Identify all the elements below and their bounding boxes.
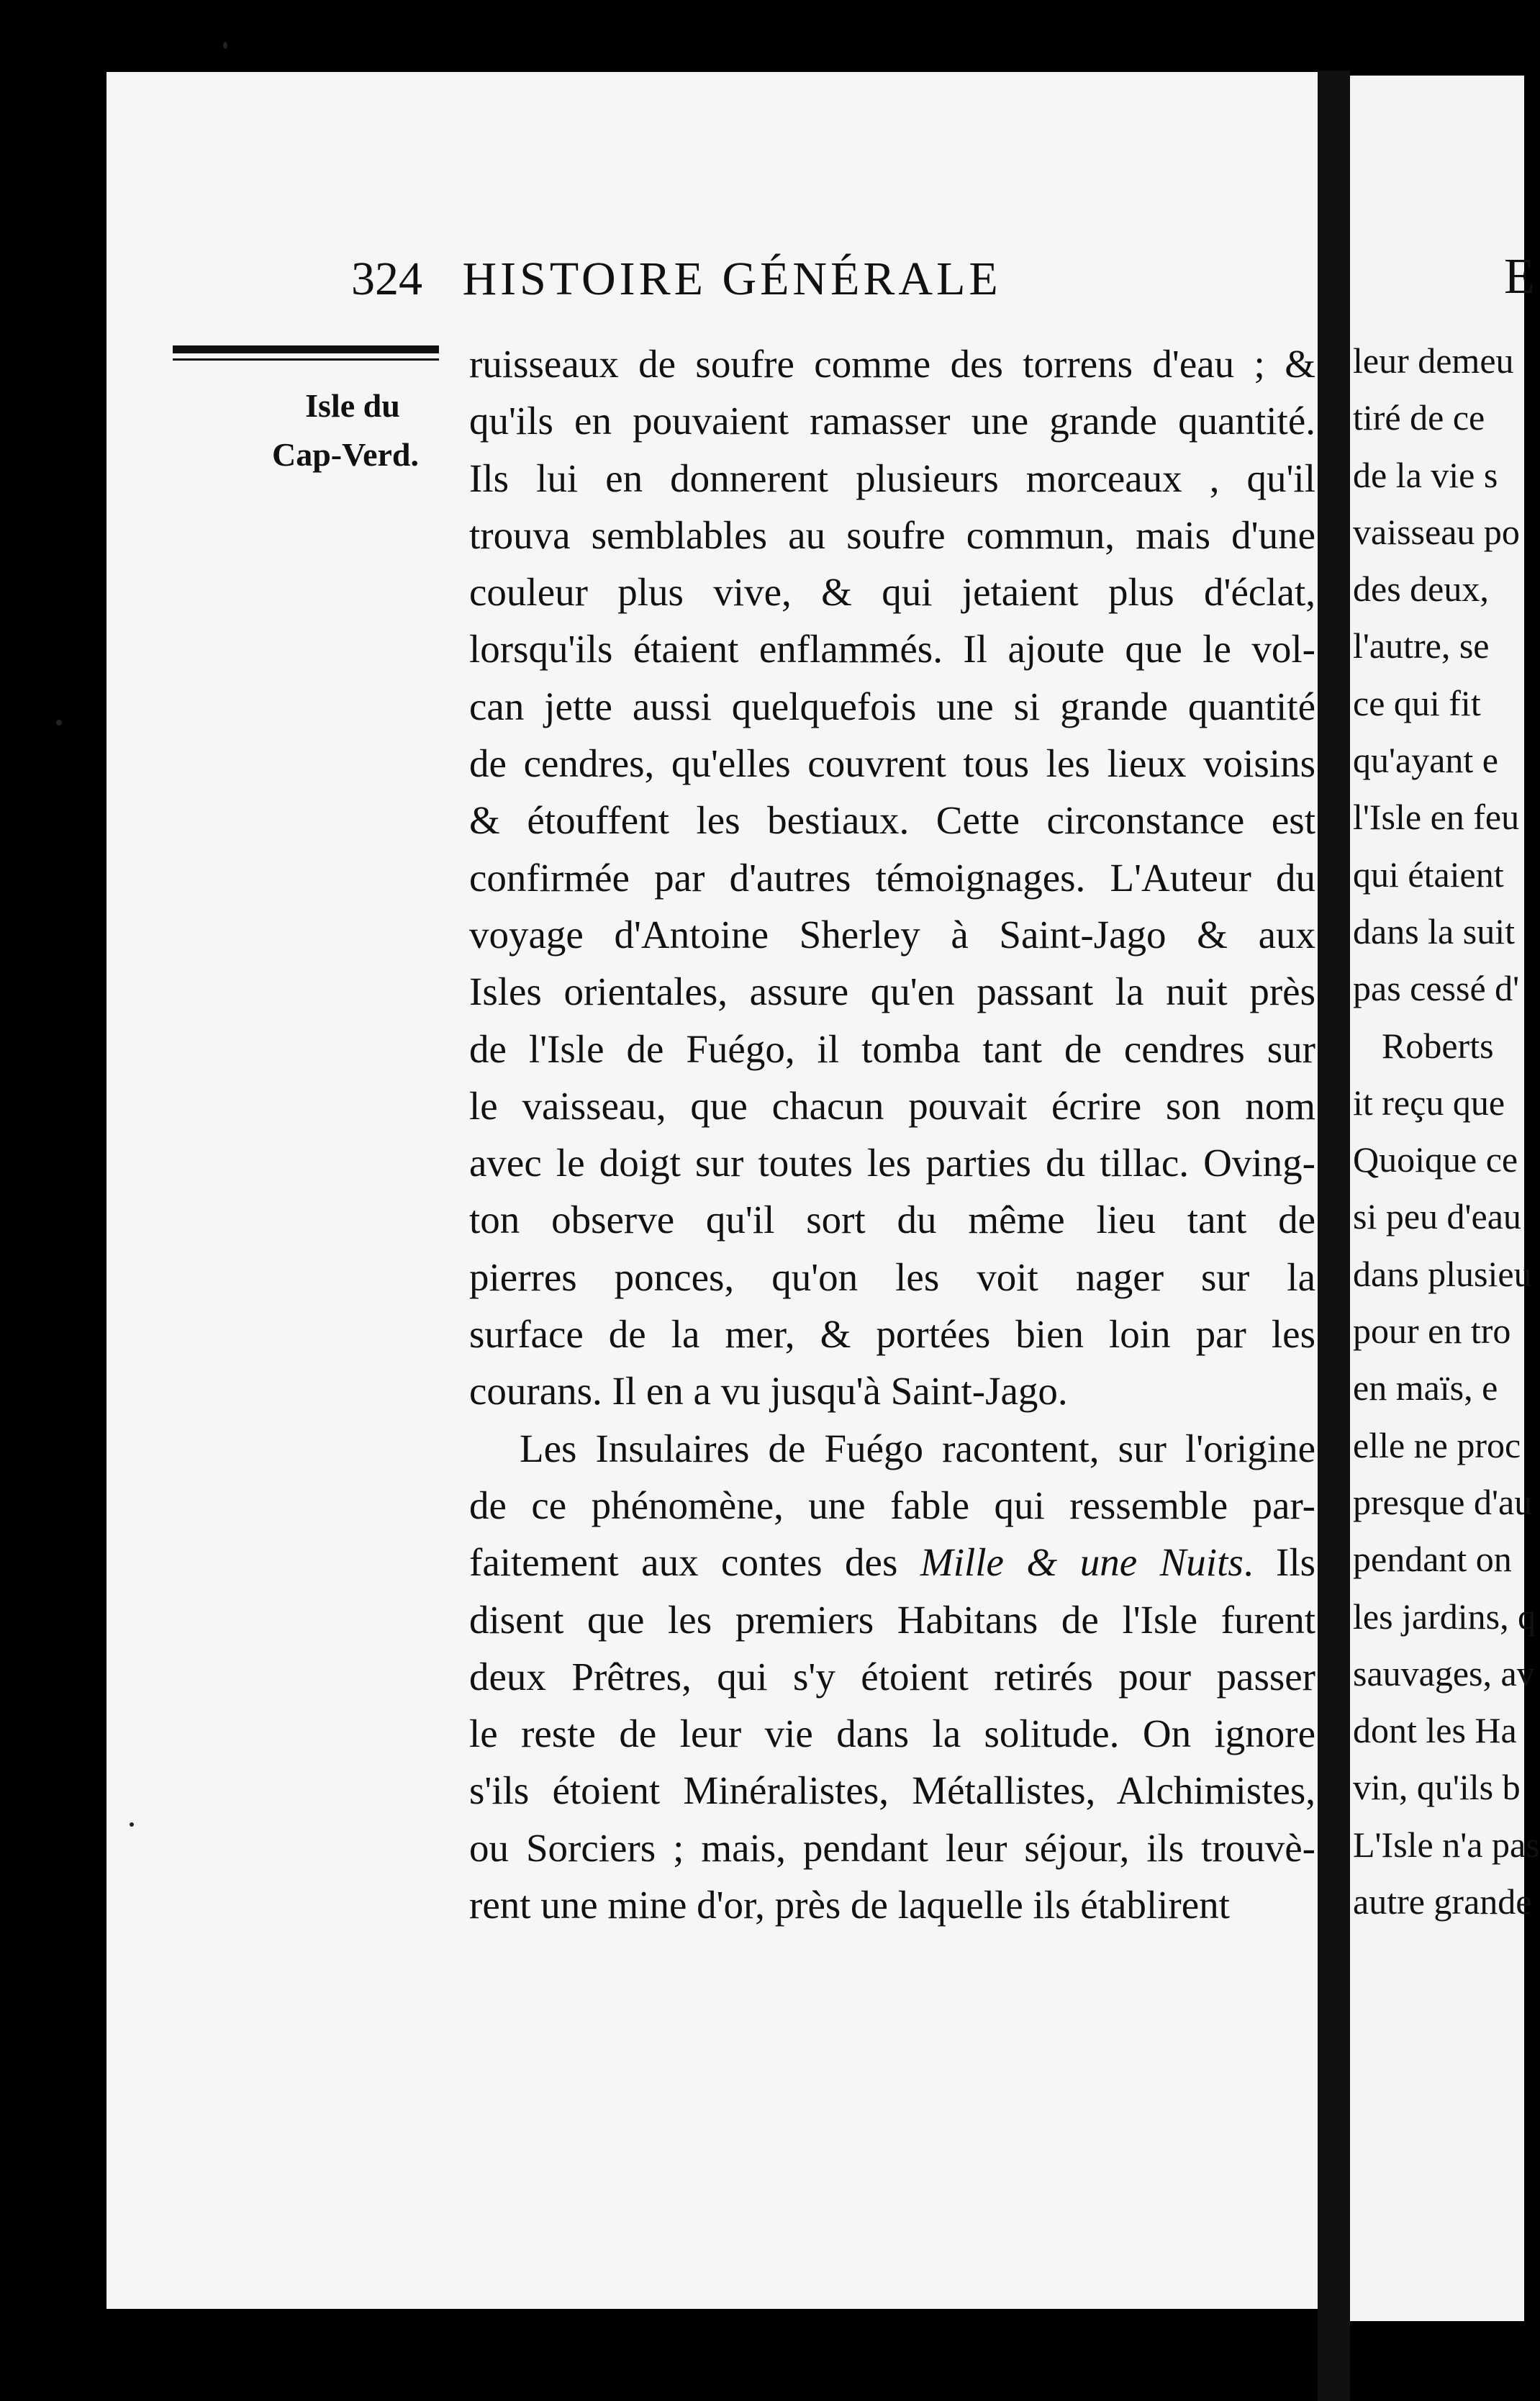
right-page-line: vaisseau po bbox=[1353, 511, 1520, 552]
text-line: pierres ponces, qu'on les voit nager sur la bbox=[469, 1254, 1315, 1299]
right-page-line: elle ne proc bbox=[1353, 1424, 1521, 1465]
right-page-line: presque d'au bbox=[1353, 1481, 1533, 1522]
scan-speck bbox=[130, 1822, 134, 1827]
right-page-line: dont les Ha bbox=[1353, 1710, 1517, 1751]
text-line: s'ils étoient Minéralistes, Métallistes, Alchimistes, bbox=[469, 1768, 1315, 1813]
right-page-line: l'autre, se bbox=[1353, 625, 1490, 666]
right-page-line: pendant on bbox=[1353, 1539, 1512, 1580]
right-page-line: autre grande bbox=[1353, 1881, 1532, 1922]
text-line: ton observe qu'il sort du même lieu tant de bbox=[469, 1198, 1315, 1242]
right-page-line: pas cessé d' bbox=[1353, 968, 1520, 1009]
right-page-line: de la vie s bbox=[1353, 454, 1498, 495]
text-line: courans. Il en a vu jusqu'à Saint-Jago. bbox=[469, 1369, 1068, 1414]
text-line: Les Insulaires de Fuégo racontent, sur l'origine bbox=[520, 1426, 1315, 1470]
text-line: rent une mine d'or, près de laquelle ils établirent bbox=[469, 1883, 1230, 1927]
right-page-line: Roberts bbox=[1382, 1025, 1494, 1066]
text-line: le reste de leur vie dans la solitude. On ignore bbox=[469, 1712, 1315, 1756]
running-title: HISTOIRE GÉNÉRALE bbox=[462, 253, 1002, 305]
right-page-line: les jardins, q bbox=[1353, 1596, 1536, 1637]
scan-speck bbox=[56, 720, 62, 725]
text-line: deux Prêtres, qui s'y étoient retirés pour passer bbox=[469, 1654, 1315, 1699]
right-page-line: l'Isle en feu bbox=[1353, 797, 1520, 838]
margin-rule bbox=[173, 345, 439, 353]
margin-rule-thin bbox=[173, 358, 439, 361]
text-line: avec le doigt sur toutes les parties du tillac. Oving- bbox=[469, 1141, 1315, 1185]
right-page-line: en maïs, e bbox=[1353, 1367, 1498, 1409]
text-line: de ce phénomène, une fable qui ressemble par- bbox=[469, 1483, 1315, 1527]
text-line: surface de la mer, & portées bien loin par les bbox=[469, 1312, 1315, 1357]
right-page-line: vin, qu'ils b bbox=[1353, 1767, 1521, 1808]
running-header bbox=[351, 252, 1002, 324]
text-line: confirmée par d'autres témoignages. L'Auteur du bbox=[469, 855, 1315, 900]
right-page-line: leur demeu bbox=[1353, 340, 1514, 381]
text-line: couleur plus vive, & qui jetaient plus d'éclat, bbox=[469, 570, 1315, 615]
text-line: can jette aussi quelquefois une si grande quantité bbox=[469, 684, 1315, 728]
page-number: 324 bbox=[351, 253, 422, 305]
text-line: Isles orientales, assure qu'en passant la nuit près bbox=[469, 969, 1315, 1014]
right-page-line: ce qui fit bbox=[1353, 682, 1481, 723]
text-line: qu'ils en pouvaient ramasser une grande quantité. bbox=[469, 399, 1315, 443]
right-page-line: tiré de ce bbox=[1353, 397, 1485, 438]
right-page-line: qu'ayant e bbox=[1353, 740, 1498, 781]
right-page-line: si peu d'eau bbox=[1353, 1196, 1521, 1237]
right-page-line: qui étaient bbox=[1353, 854, 1504, 895]
text-line: de l'Isle de Fuégo, il tomba tant de cendres sur bbox=[469, 1026, 1315, 1071]
book-gutter bbox=[1318, 71, 1350, 2401]
right-page-line: Quoique ce bbox=[1353, 1139, 1518, 1180]
right-page-line: pour en tro bbox=[1353, 1311, 1511, 1352]
right-page-text bbox=[1353, 333, 1540, 1922]
right-page-line: dans la suit bbox=[1353, 910, 1515, 951]
body-text bbox=[469, 335, 1316, 1927]
text-line: disent que les premiers Habitans de l'Isle furent bbox=[469, 1597, 1315, 1642]
scan-speck bbox=[223, 42, 227, 49]
right-page-line: sauvages, av bbox=[1353, 1652, 1535, 1694]
text-line: Ils lui en donnerent plusieurs morceaux , qu'il bbox=[469, 456, 1315, 500]
text-line: le vaisseau, que chacun pouvait écrire son nom bbox=[469, 1083, 1315, 1128]
text-line: trouva semblables au soufre commun, mais d'une bbox=[469, 512, 1315, 557]
right-page-line: L'Isle n'a pas bbox=[1353, 1824, 1540, 1865]
right-page-line: it reçu que bbox=[1353, 1082, 1505, 1123]
text-line: ruisseaux de soufre comme des torrens d'eau ; & bbox=[469, 342, 1315, 386]
right-page-header-fragment: E bbox=[1504, 249, 1535, 304]
text-line: faitement aux contes des Mille & une Nuits. Ils bbox=[469, 1540, 1316, 1585]
text-line: de cendres, qu'elles couvrent tous les lieux voisins bbox=[469, 741, 1315, 786]
text-line: & étouffent les bestiaux. Cette circonstance est bbox=[469, 798, 1315, 843]
text-line: lorsqu'ils étaient enflammés. Il ajoute que le vol- bbox=[469, 627, 1315, 672]
right-page-line: dans plusieu bbox=[1353, 1253, 1532, 1294]
margin-note-line-2: Cap-Verd. bbox=[271, 436, 420, 473]
text-line: ou Sorciers ; mais, pendant leur séjour, ils trouvè- bbox=[469, 1825, 1315, 1870]
italic-title: Mille & une Nuits bbox=[920, 1540, 1244, 1585]
margin-note bbox=[266, 381, 439, 479]
text-line: voyage d'Antoine Sherley à Saint-Jago & aux bbox=[469, 912, 1315, 957]
margin-note-line-1: Isle du bbox=[305, 387, 400, 424]
right-page-line: des deux, bbox=[1353, 569, 1489, 610]
